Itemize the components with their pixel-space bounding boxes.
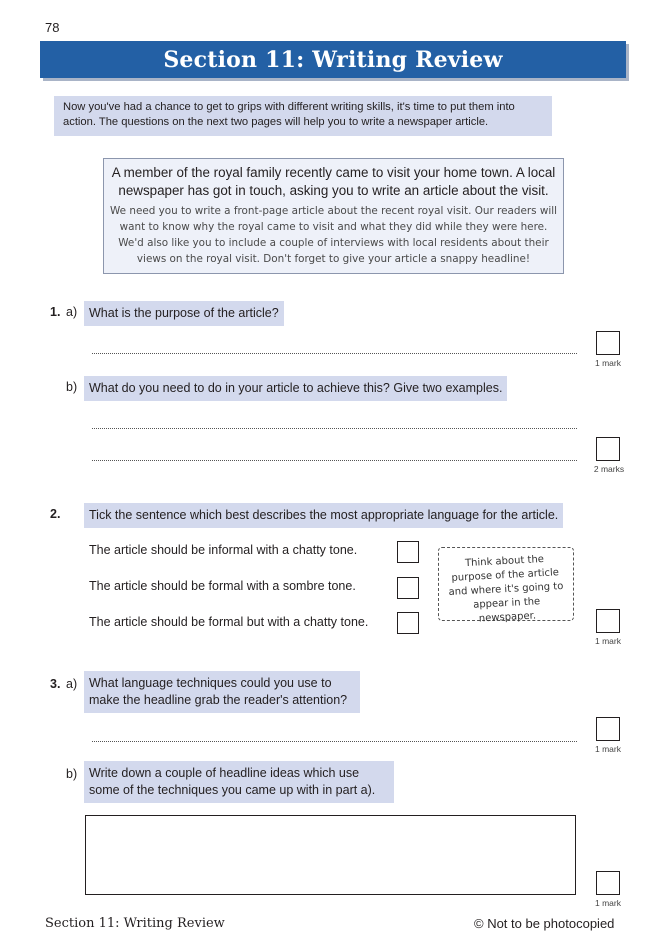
footer-section-label: Section 11: Writing Review — [45, 916, 225, 931]
q3a-label: a) — [66, 677, 78, 691]
q3a-answer-line[interactable] — [92, 741, 577, 742]
q1a-mark-box — [596, 331, 620, 355]
q2-marks: 1 mark — [595, 636, 621, 646]
q2-option-2: The article should be formal with a sombre tone. — [89, 579, 356, 593]
intro-text: Now you've had a chance to get to grips with different writing skills, it's time to put them into action. The questions on the next two pages will help you to write a newspaper article. — [54, 96, 552, 136]
q2-option-3: The article should be formal but with a chatty tone. — [89, 615, 369, 629]
q3b-marks: 1 mark — [595, 898, 621, 908]
footer-copyright: © Not to be photocopied — [474, 916, 615, 931]
q1a-marks: 1 mark — [595, 358, 621, 368]
section-title-bar — [40, 41, 626, 78]
q3a-marks: 1 mark — [595, 744, 621, 754]
scenario-box — [103, 158, 564, 274]
q1b-mark-box — [596, 437, 620, 461]
q1b-answer-line-1[interactable] — [92, 428, 577, 429]
headline-answer-box[interactable] — [85, 815, 576, 895]
q3b-question: Write down a couple of headline ideas which use some of the techniques you came up with in part a). — [84, 761, 394, 803]
hint-text: Think about the purpose of the article and where it's going to appear in the newspaper. — [448, 553, 564, 625]
q3a-question: What language techniques could you use to make the headline grab the reader's attention? — [84, 671, 360, 713]
q2-question: Tick the sentence which best describes the most appropriate language for the article. — [84, 503, 563, 528]
q3a-mark-box — [596, 717, 620, 741]
scenario-lead: A member of the royal family recently came to visit your home town. A local newspaper has got in touch, asking you to write an article about the visit. — [111, 165, 556, 198]
scenario-letter: We need you to write a front-page article about the recent royal visit. Our readers will want to know why the royal came to visit and what they did while they were here. We'd also like you to include a couple of interviews with local residents about their views on the royal visit. Don't forget to give your article a snappy headline! — [110, 205, 558, 265]
q1b-label: b) — [66, 380, 78, 394]
q2-tick-box-3[interactable] — [397, 612, 419, 634]
q2-tick-box-1[interactable] — [397, 541, 419, 563]
q3-number: 3. — [50, 677, 61, 691]
q1a-label: a) — [66, 305, 78, 319]
page-number: 78 — [45, 20, 60, 35]
q1a-question: What is the purpose of the article? — [84, 301, 284, 326]
q3b-mark-box — [596, 871, 620, 895]
page-title: Section 11: Writing Review — [163, 46, 503, 73]
q2-tick-box-2[interactable] — [397, 577, 419, 599]
q1b-answer-line-2[interactable] — [92, 460, 577, 461]
q2-number: 2. — [50, 507, 61, 521]
q3b-label: b) — [66, 767, 78, 781]
q1-number: 1. — [50, 305, 61, 319]
q1b-question: What do you need to do in your article to achieve this? Give two examples. — [84, 376, 507, 401]
q1b-marks: 2 marks — [593, 464, 625, 474]
q2-option-1: The article should be informal with a chatty tone. — [89, 543, 358, 557]
hint-note — [438, 547, 574, 625]
q1a-answer-line[interactable] — [92, 353, 577, 354]
q2-mark-box — [596, 609, 620, 633]
